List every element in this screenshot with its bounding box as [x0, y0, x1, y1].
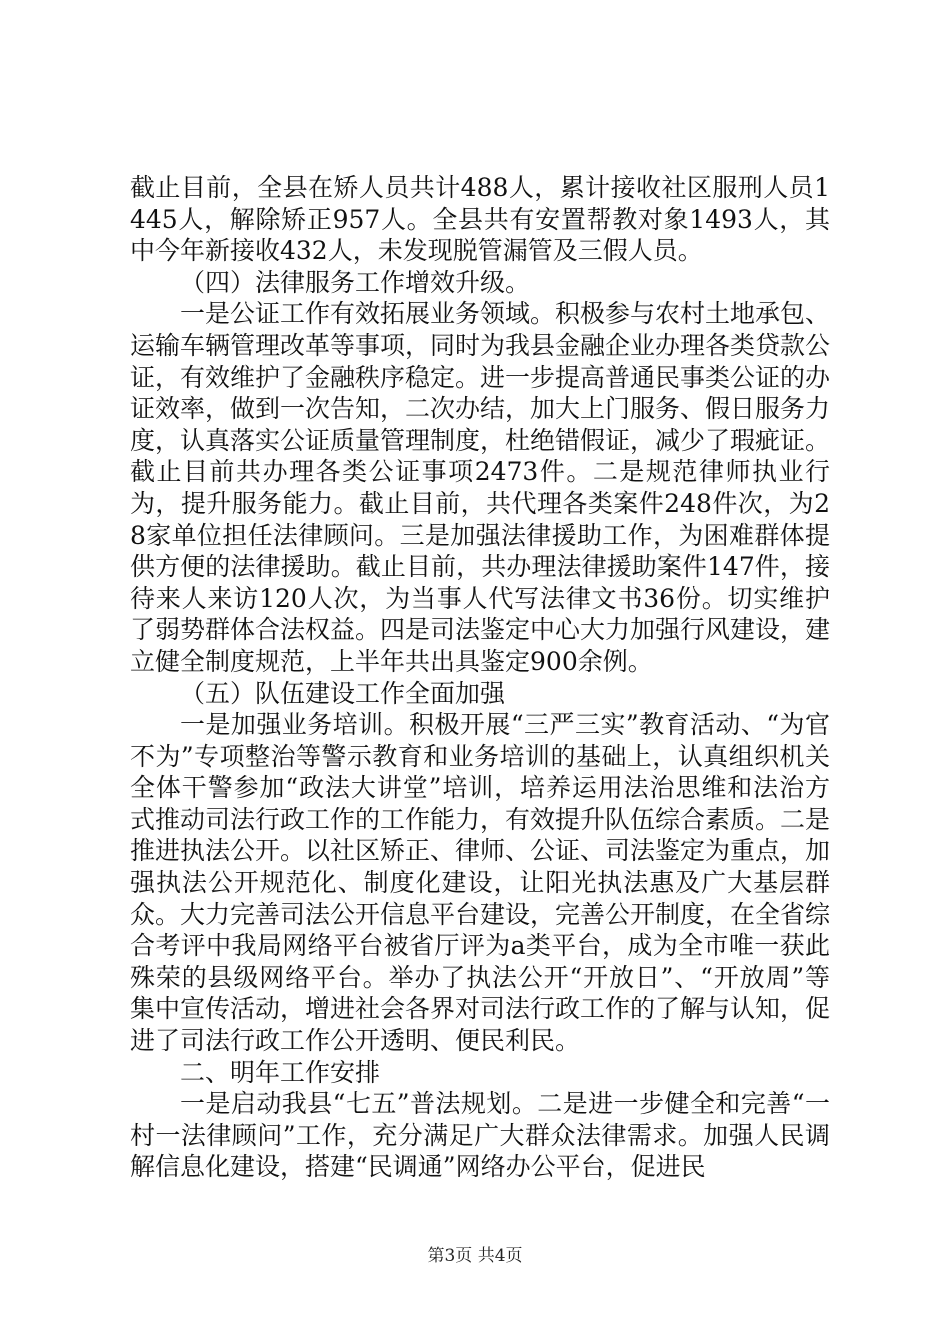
section-heading-next-year: 二、明年工作安排 [180, 1057, 381, 1087]
paragraph-next-year: 一是启动我县“七五”普法规划。二是进一步健全和完善“一村一法律顾问”工作，充分满足广大群众法律需求。加强人民调解信息化建设，搭建“民调通”网络办公平台，促进民 [130, 1089, 830, 1182]
paragraph-legal-services: 一是公证工作有效拓展业务领域。积极参与农村土地承包、运输车辆管理改革等事项，同时为我县金融企业办理各类贷款公证，有效维护了金融秩序稳定。进一步提高普通民事类公证的办证效率，做到一次告知，二次办结，加大上门服务、假日服务力度，认真落实公证质量管理制度，杜绝错假证，减少了瑕疵证。截止目前共办理各类公证事项2473件。二是规范律师执业行为，提升服务能力。截止目前，共代理各类案件248件次，为28家单位担任法律顾问。三是加强法律援助工作，为困难群体提供方便的法律援助。截止目前，共办理法律援助案件147件，接待来人来访120人次，为当事人代写法律文书36份。切实维护了弱势群体合法权益。四是司法鉴定中心大力加强行风建设，建立健全制度规范，上半年共出具鉴定900余例。 [130, 299, 831, 676]
section-heading-team-building: （五）队伍建设工作全面加强 [180, 678, 506, 708]
document-body [130, 172, 830, 1183]
paragraph-team-building: 一是加强业务培训。积极开展“三严三实”教育活动、“为官不为”专项整治等警示教育和业务培训的基础上，认真组织机关全体干警参加“政法大讲堂”培训，培养运用法治思维和法治方式推动司法行政工作的工作能力，有效提升队伍综合素质。二是推进执法公开。以社区矫正、律师、公证、司法鉴定为重点，加强执法公开规范化、制度化建设，让阳光执法惠及广大基层群众。大力完善司法公开信息平台建设，完善公开制度，在全省综合考评中我局网络平台被省厅评为a类平台，成为全市唯一获此殊荣的县级网络平台。举办了执法公开“开放日”、“开放周”等集中宣传活动，增进社会各界对司法行政工作的了解与认知，促进了司法行政工作公开透明、便民利民。 [130, 710, 831, 1056]
section-heading-legal-services: （四）法律服务工作增效升级。 [180, 267, 531, 297]
paragraph-correction-stats: 截止目前，全县在矫人员共计488人，累计接收社区服刑人员1445人，解除矫正957人。全县共有安置帮教对象1493人，其中今年新接收432人，未发现脱管漏管及三假人员。 [130, 173, 830, 266]
page-number-footer: 第3页 共4页 [427, 1246, 523, 1266]
